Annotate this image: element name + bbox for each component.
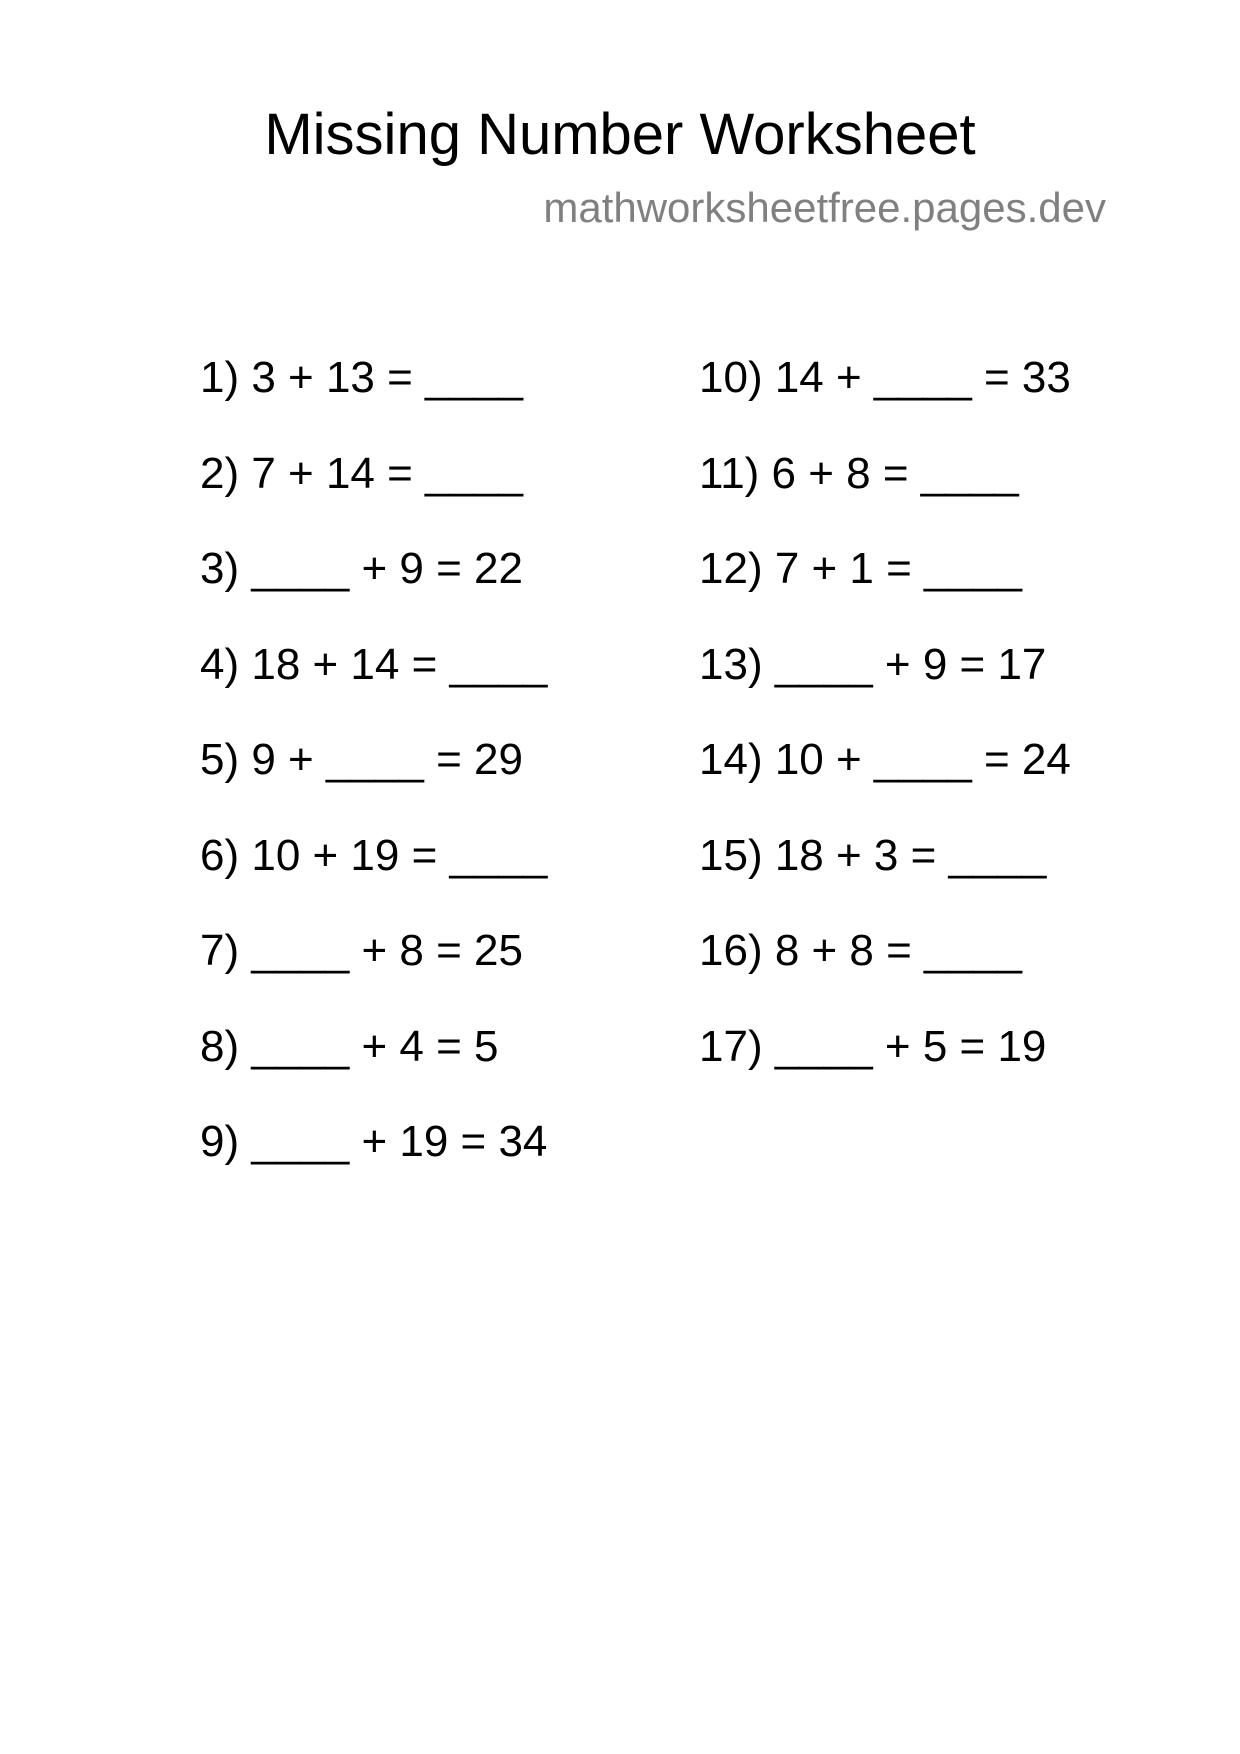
- problem-7: 7) ____ + 8 = 25: [200, 926, 523, 975]
- problem-17: 17) ____ + 5 = 19: [699, 1021, 1047, 1071]
- problem-15: 15) 18 + 3 = ____: [699, 830, 1047, 880]
- problem-12: 12) 7 + 1 = ____: [699, 544, 1022, 593]
- problem-11: 11) 6 + 8 = ____: [699, 448, 1019, 498]
- problem-9: 9) ____ + 19 = 34: [200, 1117, 548, 1166]
- problem-8: 8) ____ + 4 = 5: [200, 1021, 499, 1071]
- problem-1: 1) 3 + 13 = ____: [200, 353, 523, 402]
- problem-2: 2) 7 + 14 = ____: [200, 448, 523, 498]
- source-url: mathworksheetfree.pages.dev: [543, 184, 1106, 231]
- problem-column-right: [699, 350, 1071, 1114]
- worksheet-title: Missing Number Worksheet: [264, 102, 976, 167]
- problem-column-left: [200, 350, 547, 1210]
- problem-3: 3) ____ + 9 = 22: [200, 544, 523, 593]
- problem-6: 6) 10 + 19 = ____: [200, 830, 548, 880]
- problem-5: 5) 9 + ____ = 29: [200, 735, 523, 784]
- problem-4: 4) 18 + 14 = ____: [200, 639, 548, 689]
- problem-16: 16) 8 + 8 = ____: [699, 926, 1022, 975]
- problem-10: 10) 14 + ____ = 33: [699, 353, 1071, 402]
- problem-14: 14) 10 + ____ = 24: [699, 735, 1071, 784]
- problem-13: 13) ____ + 9 = 17: [699, 639, 1047, 689]
